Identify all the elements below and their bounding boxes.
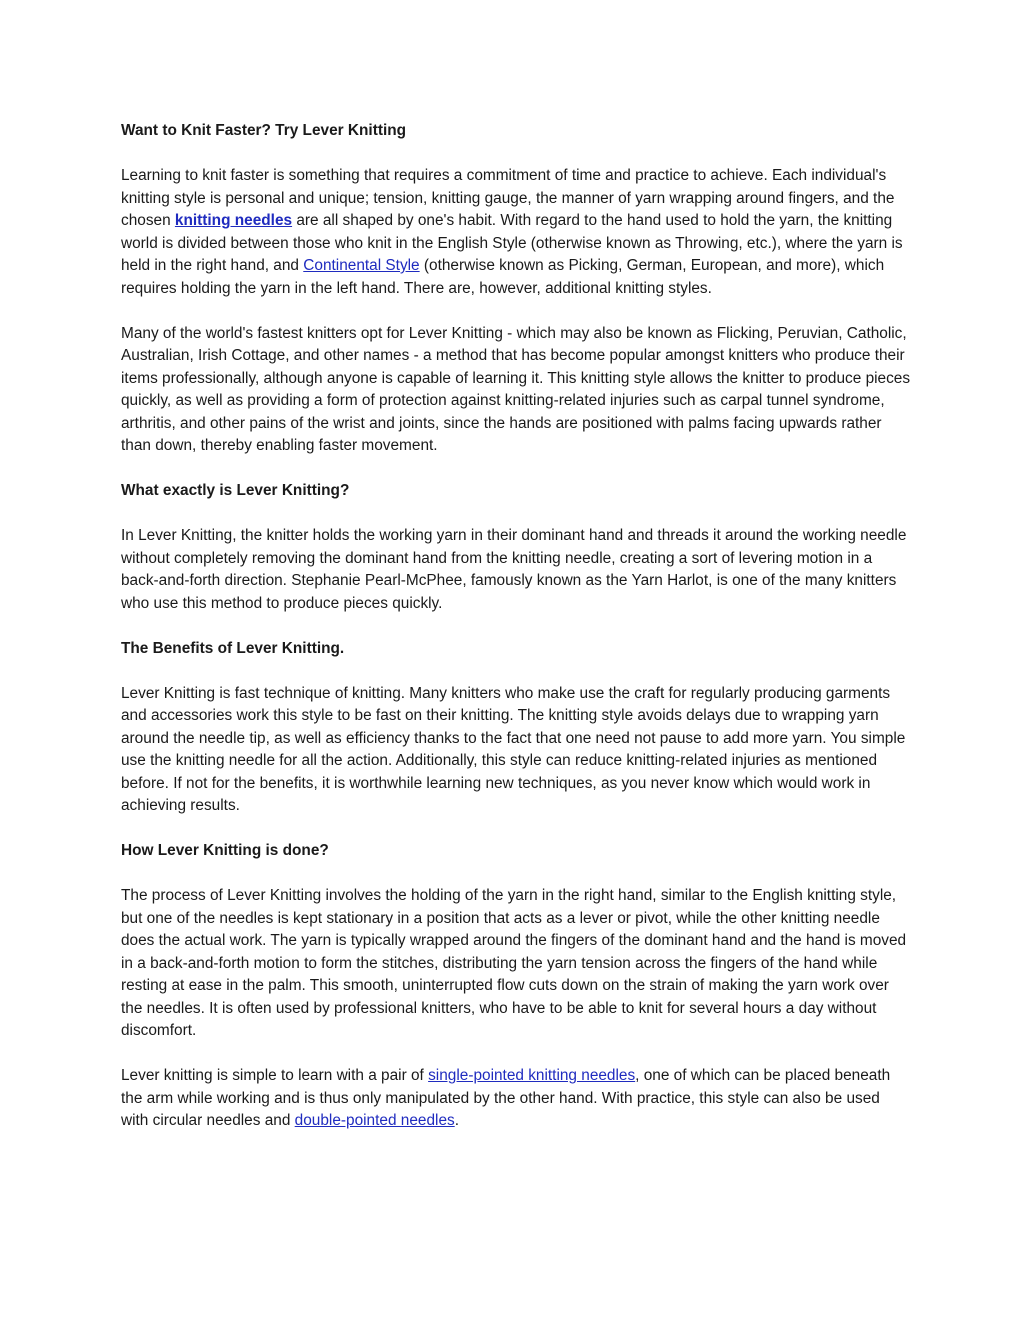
intro-text-2: are all shaped by one's habit. With regard to the hand used to hold the yarn, the knitting world is divided between those who knit in the English Style (otherwise known as Throwing, etc.), where the yarn is held in the right hand, and [121,212,903,274]
benefits-heading: The Benefits of Lever Knitting. [121,639,345,657]
what-is-lever-knitting-heading: What exactly is Lever Knitting? [121,482,350,499]
process-paragraph: The process of Lever Knitting involves the holding of the yarn in the right hand, similar to the English knitting style, but one of the needles is kept stationary in a position that acts as a lever or pivot, while the other knitting needle does the actual work. The yarn is typically wrapped around the fingers of the dominant hand and the hand is moved in a back-and-forth motion to form the stitches, distributing the yarn tension across the fingers of the hand while resting at ease in the palm. This smooth, uninterrupted flow cuts down on the strain of making the yarn work over the needles. It is often used by professional knitters, who have to be able to knit for several hours a day without discomfort. [121,887,907,1039]
intro-text-1: Learning to knit faster is something that requires a commitment of time and practice to achieve. Each individual's knitting style is personal and unique; tension, knitting gauge, the manner of yarn wrapping around fingers, and the chosen [121,167,895,229]
benefits-paragraph: Lever Knitting is fast technique of knitting. Many knitters who make use the craft for regularly producing garments and accessories work this style to be fast on their knitting. The knitting style avoids delays due to wrapping yarn around the needle tip, as well as efficiency thanks to the fact that one need not pause to add more yarn. You simple use the knitting needle for all the action. Additionally, this style can reduce knitting-related injuries as mentioned before. If not for the benefits, it is worthwhile learning new techniques, as you never know which would work in achieving results. [121,684,906,814]
intro-paragraph [121,165,911,300]
continental-style-link[interactable]: Continental Style [303,257,420,274]
how-done-heading: How Lever Knitting is done? [121,842,329,859]
lever-knitting-definition-paragraph: In Lever Knitting, the knitter holds the working yarn in their dominant hand and threads it around the working needle without completely removing the dominant hand from the knitting needle, creating a sort of levering motion in a back-and-forth direction. Stephanie Pearl-McPhee, famously known as the Yarn Harlot, is one of the many knitters who use this method to produce pieces quickly. [121,527,907,612]
needles-text-2: , one of which can be placed beneath the arm while working and is thus only manipulated by the other hand. With practice, this style can also be used with circular needles and [121,1067,891,1129]
single-pointed-needles-link[interactable]: single-pointed knitting needles [428,1067,636,1084]
needles-paragraph [121,1065,911,1133]
document-page [121,120,911,1155]
document-title: Want to Knit Faster? Try Lever Knitting [121,122,407,139]
needles-text-1: Lever knitting is simple to learn with a pair of [121,1067,429,1084]
fastest-knitters-paragraph: Many of the world's fastest knitters opt for Lever Knitting - which may also be known as Flicking, Peruvian, Catholic, Australian, Irish Cottage, and other names - a method that has become popular amongst knitters who produce their items professionally, although anyone is capable of learning it. This knitting style allows the knitter to produce pieces quickly, as well as providing a form of protection against knitting-related injuries such as carpal tunnel syndrome, arthritis, and other pains of the wrist and joints, since the hands are positioned with palms facing upwards rather than down, thereby enabling faster movement. [121,324,911,454]
knitting-needles-link[interactable]: knitting needles [174,212,293,229]
intro-text-3: (otherwise known as Picking, German, European, and more), which requires holding the yarn in the left hand. There are, however, additional knitting styles. [121,257,885,297]
double-pointed-needles-link[interactable]: double-pointed needles [294,1112,455,1129]
needles-text-3: . [454,1112,459,1129]
